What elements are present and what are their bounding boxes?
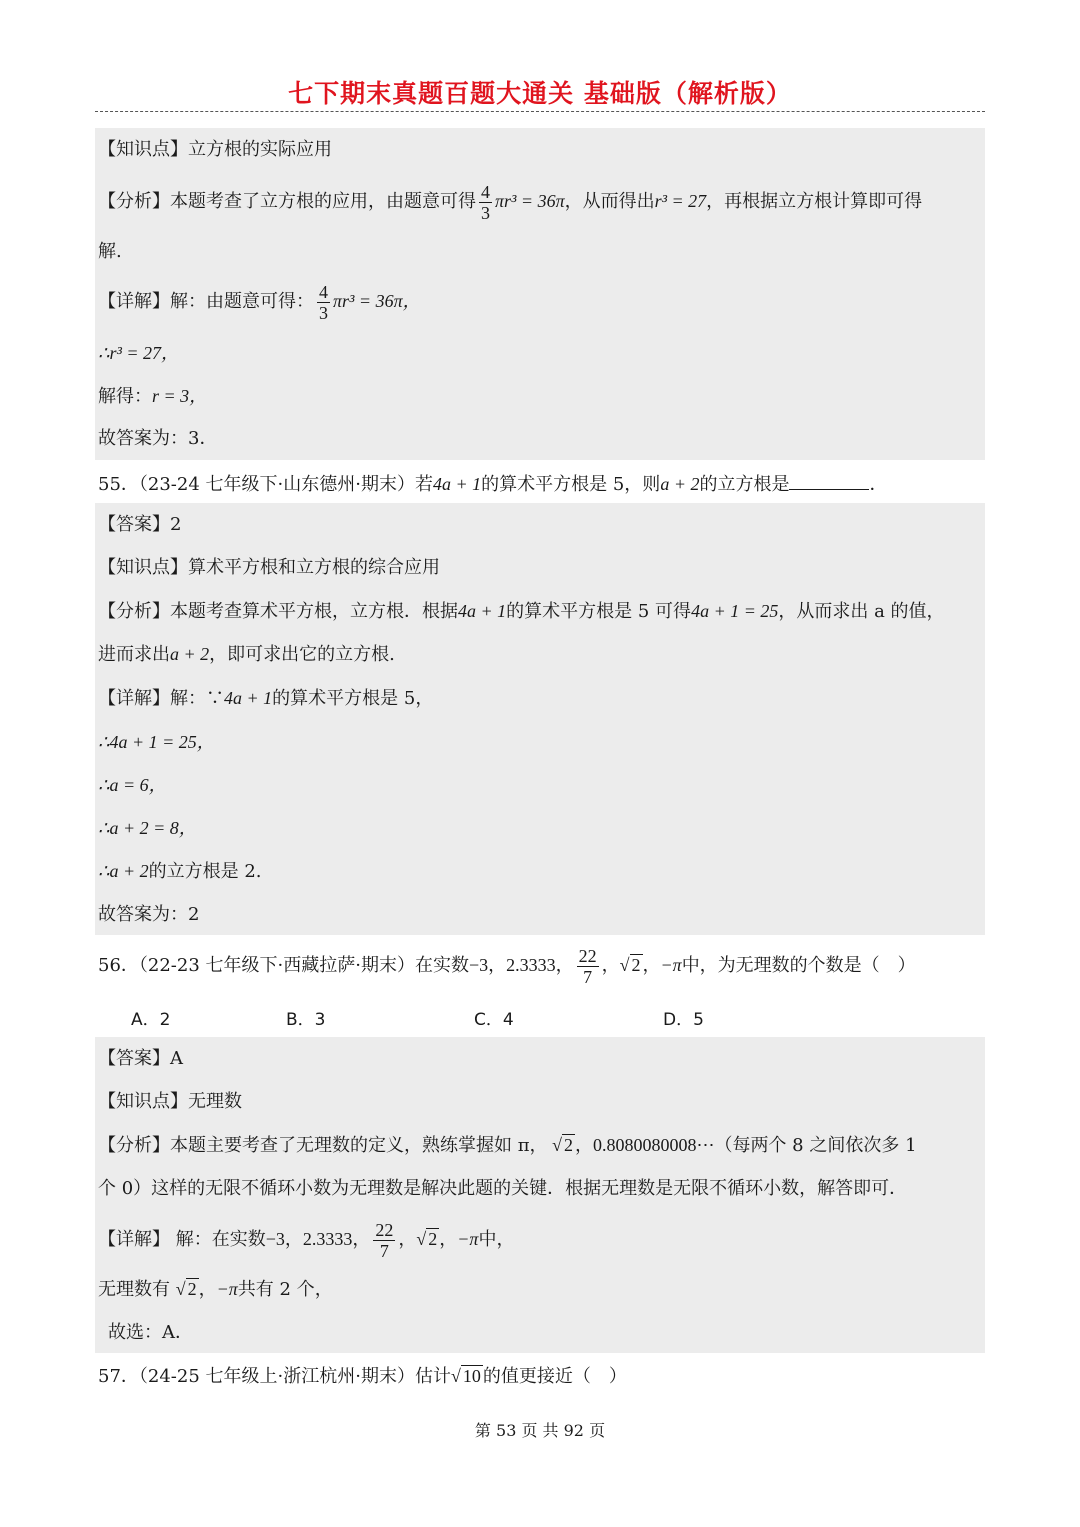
q54-analysis-post: ，再根据立方根计算即可得: [706, 191, 923, 212]
q54-fraction: [479, 182, 492, 223]
q54-answer: 故答案为：3．: [98, 428, 218, 449]
q54-knowledge: 【知识点】立方根的实际应用: [98, 139, 332, 160]
q57-stem: 57．（24-25 七年级上·浙江杭州·期末）估计√ 10 的值更接近（ ）: [98, 1366, 627, 1387]
page-header-title: 七下期末真题百题大通关 基础版（解析版）: [288, 79, 792, 108]
q56-stem: 56．（22-23 七年级下·西藏拉萨·期末）在实数−3，2.3333， $\frac{22}{7}$ ，√ 2 ，−π中，为无理数的个数是（ ）: [98, 945, 916, 987]
q55-answer: 【答案】2: [98, 514, 182, 535]
q56-option-c: C．4: [474, 1010, 514, 1030]
q54-analysis-end: 解.: [98, 241, 122, 262]
q55-stem: 55．（23-24 七年级下·山东德州·期末）若4a + 1的算术平方根是 5，则a + 2的立方根是 ．: [98, 471, 887, 496]
q54-analysis-mid: ，从而得出: [564, 191, 655, 212]
q54-detail-expr: πr³ = 36π，: [333, 291, 421, 311]
q54-step2: 解得：r = 3，: [98, 386, 208, 407]
sqrt-10: √ 10: [450, 1366, 481, 1386]
q54-frac-num: 4: [481, 181, 490, 202]
q56-analysis-line2: 个 0）这样的无限不循环小数为无理数是解决此题的关键．根据无理数是无限不循环小数，解答即可．: [98, 1178, 908, 1199]
q56-option-d: D．5: [663, 1010, 704, 1030]
q56-final: 故选：A．: [108, 1322, 193, 1343]
header-divider: [95, 111, 985, 112]
q56-fraction: $\frac{22}{7}$: [578, 945, 597, 987]
q56-detail: 【详解】 解：在实数−3，2.3333， $\frac{22}{7}$ ，√ 2 ，−π中，: [98, 1219, 515, 1261]
q55-detail: 【详解】解：∵4a + 1的算术平方根是 5，: [98, 688, 434, 709]
answer-blank: [789, 471, 869, 490]
q55-final: 故答案为：2: [98, 904, 200, 925]
q56-option-b: B．3: [286, 1010, 326, 1030]
q54-analysis-pre: 【分析】本题考查了立方根的应用，由题意可得: [98, 191, 476, 212]
q56-irrational-list: 无理数有 √ 2 ，−π共有 2 个，: [98, 1279, 333, 1300]
q55-step3: ∴a + 2 = 8，: [98, 818, 197, 838]
q56-analysis-line1: 【分析】本题主要考查了无理数的定义，熟练掌握如 π， √ 2 ，0.8080080008⋯（每两个 8 之间依次多 1: [98, 1135, 917, 1156]
q55-knowledge: 【知识点】算术平方根和立方根的综合应用: [98, 557, 440, 578]
q54-detail: [98, 278, 421, 324]
q54-expr2: r³ = 27: [654, 191, 707, 211]
page-footer: 第 53 页 共 92 页: [474, 1421, 606, 1440]
q54-expr1: πr³ = 36π: [495, 191, 565, 211]
q55-step1: ∴4a + 1 = 25，: [98, 732, 215, 752]
q54-step1: ∴r³ = 27，: [98, 343, 179, 363]
q55-analysis-line1: 【分析】本题考查算术平方根，立方根．根据4a + 1的算术平方根是 5 可得4a + 1 = 25，从而求出 a 的值，: [98, 601, 945, 622]
q54-analysis: [98, 178, 922, 224]
q56-knowledge: 【知识点】无理数: [98, 1091, 242, 1112]
q56-answer: 【答案】A: [98, 1048, 183, 1069]
q54-frac-den: 3: [481, 202, 490, 223]
q56-option-a: A．2: [131, 1010, 171, 1030]
q55-step2: ∴a = 6，: [98, 775, 167, 795]
q55-analysis-line2: 进而求出a + 2，即可求出它的立方根.: [98, 644, 395, 665]
sqrt-2: √ 2: [619, 955, 641, 975]
q54-detail-fraction: $\frac{4}{3}$: [319, 281, 328, 323]
q55-step4: ∴a + 2的立方根是 2.: [98, 861, 262, 882]
q54-detail-pre: 【详解】解：由题意可得：: [98, 291, 314, 312]
